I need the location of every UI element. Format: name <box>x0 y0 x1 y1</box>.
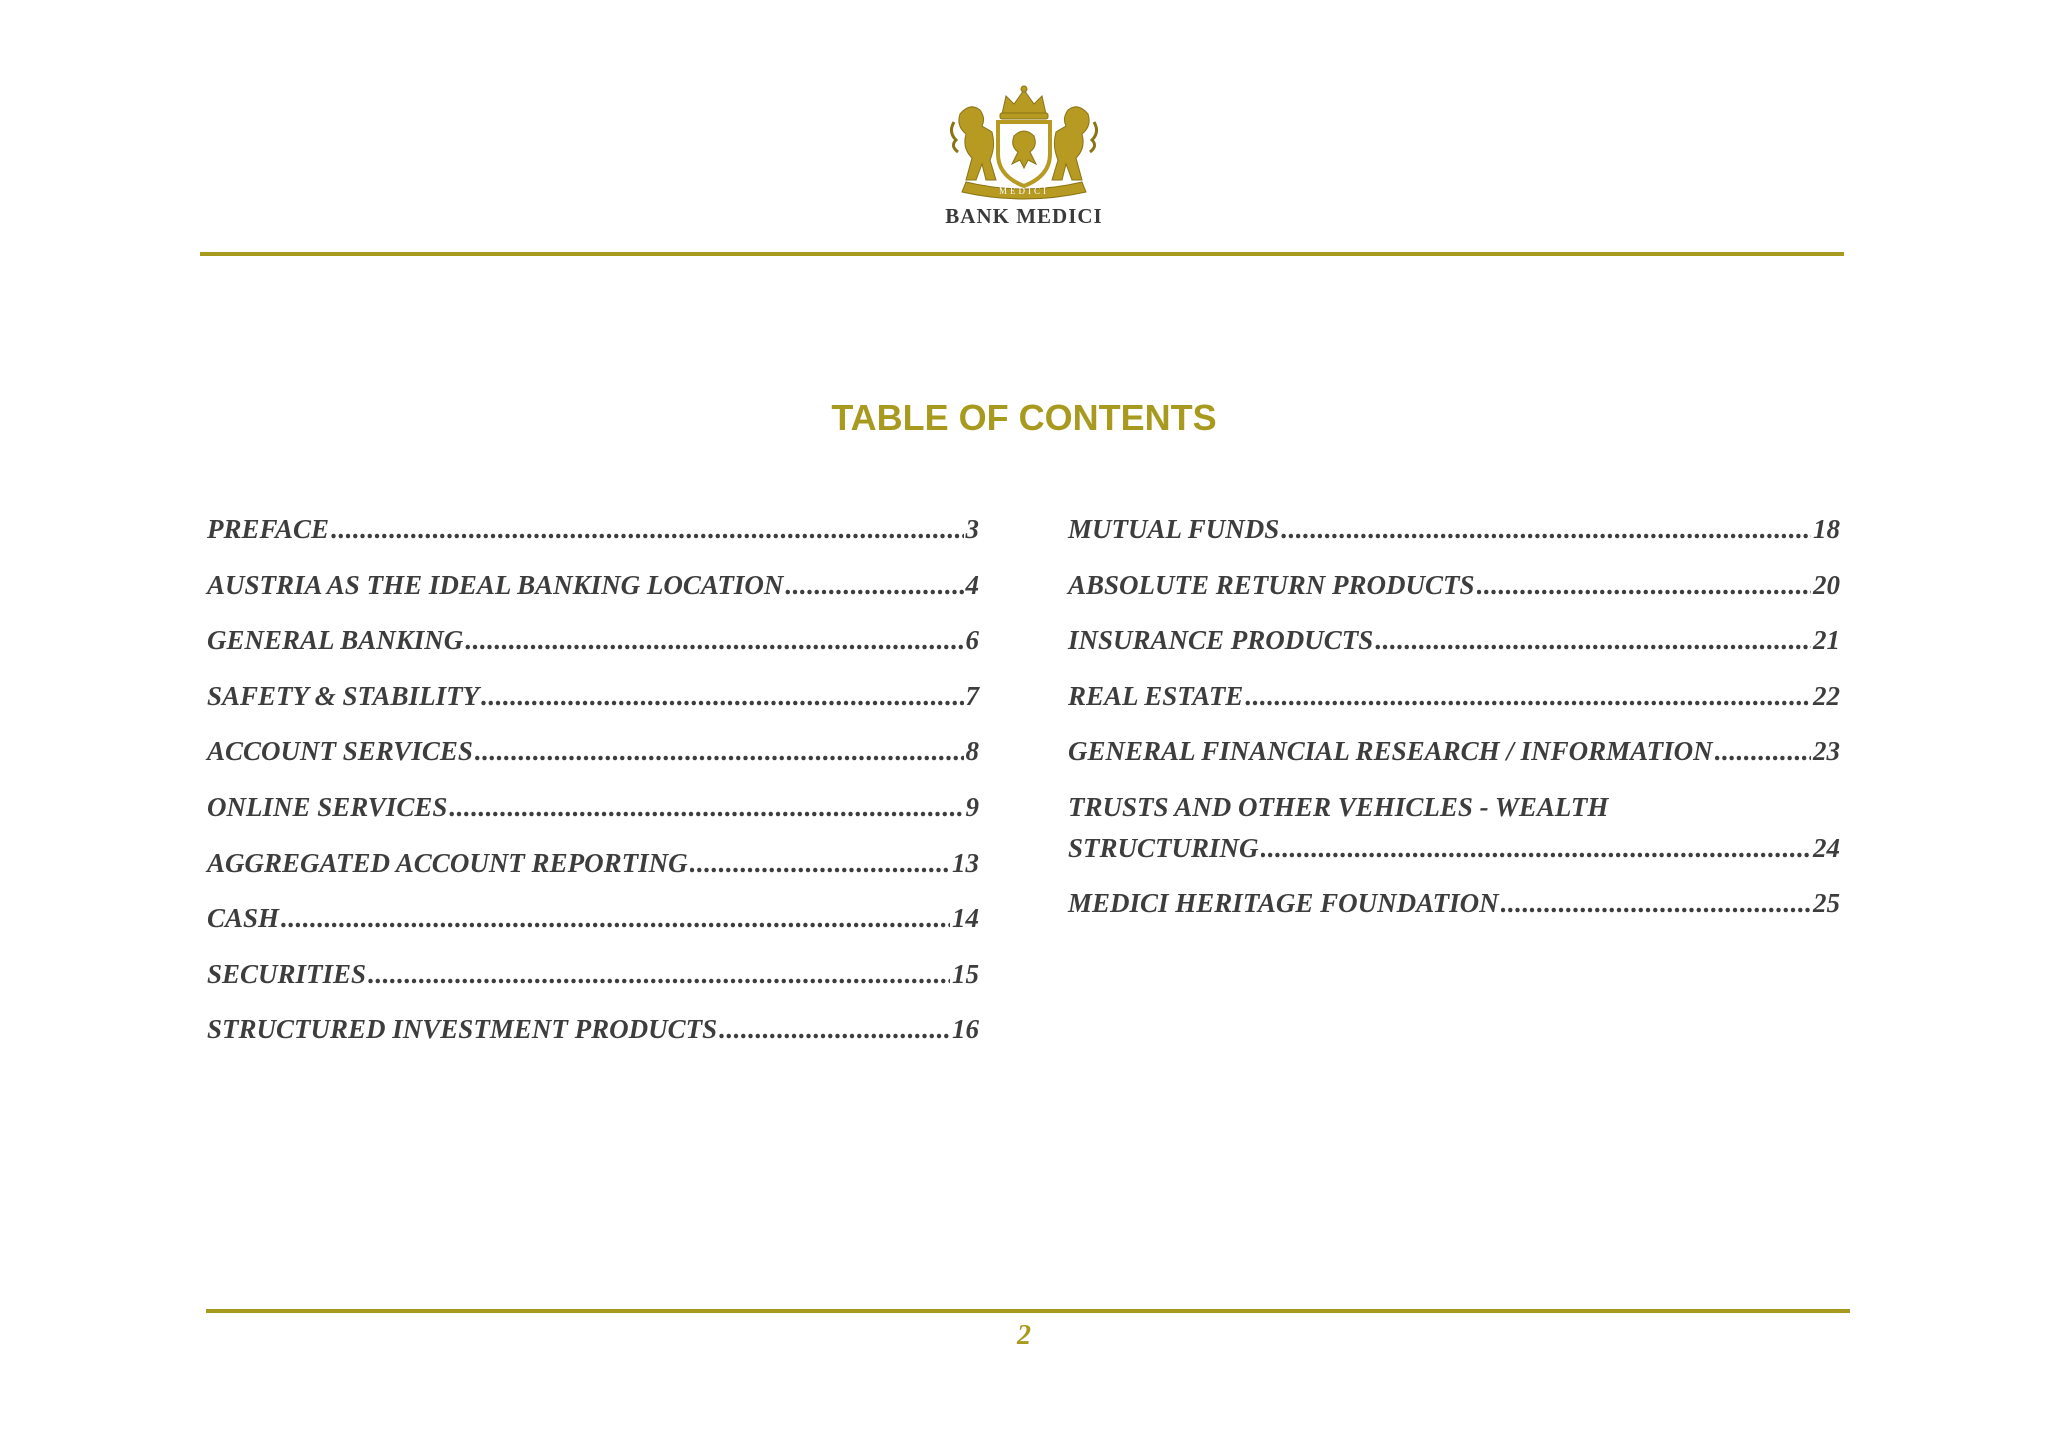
toc-entry-label: GENERAL FINANCIAL RESEARCH / INFORMATION <box>1068 736 1713 767</box>
toc-entry-label: TRUSTS AND OTHER VEHICLES - WEALTH <box>1068 791 1609 822</box>
toc-entry-trusts[interactable] <box>1068 792 1840 888</box>
toc-entry-cash[interactable] <box>207 903 979 959</box>
toc-entry-label: ACCOUNT SERVICES <box>207 736 473 767</box>
page-number: 2 <box>1017 1320 1031 1351</box>
toc-entry-label: STRUCTURED INVESTMENT PRODUCTS <box>207 1014 718 1045</box>
toc-dot-leader <box>368 959 950 990</box>
toc-entry-preface[interactable] <box>207 514 979 570</box>
toc-dot-leader <box>281 903 950 934</box>
toc-entry-page: 21 <box>1813 625 1840 656</box>
toc-entry-online-services[interactable] <box>207 792 979 848</box>
toc-dot-leader <box>1501 888 1811 919</box>
toc-entry-page: 4 <box>965 569 979 600</box>
toc-entry-page: 14 <box>952 903 979 934</box>
toc-entry-page: 23 <box>1813 736 1840 767</box>
toc-entry-label: AUSTRIA AS THE IDEAL BANKING LOCATION <box>207 569 784 600</box>
toc-dot-leader <box>1375 625 1811 656</box>
toc-dot-leader <box>475 736 964 767</box>
toc-entry-real-estate[interactable] <box>1068 681 1840 737</box>
toc-entry-mutual-funds[interactable] <box>1068 514 1840 570</box>
toc-entry-page: 20 <box>1813 569 1840 600</box>
toc-entry-label: INSURANCE PRODUCTS <box>1068 625 1374 656</box>
toc-left-column <box>207 514 979 1070</box>
toc-dot-leader <box>331 514 963 545</box>
toc-dot-leader <box>449 792 963 823</box>
toc-entry-page: 16 <box>952 1014 979 1045</box>
toc-dot-leader <box>690 848 950 879</box>
header-divider <box>200 252 1844 256</box>
toc-entry-page: 8 <box>965 736 979 767</box>
toc-entry-label: MUTUAL FUNDS <box>1068 514 1280 544</box>
toc-entry-page: 13 <box>952 847 979 878</box>
toc-dot-leader <box>481 681 963 712</box>
crest-ribbon-text: MEDICI <box>999 186 1049 196</box>
toc-entry-page: 6 <box>965 625 979 656</box>
toc-dot-leader <box>719 1014 950 1045</box>
toc-entry-label: ONLINE SERVICES <box>207 791 448 822</box>
toc-entry-securities[interactable] <box>207 959 979 1015</box>
toc-entry-page: 15 <box>952 958 979 989</box>
toc-right-column <box>1068 514 1840 944</box>
toc-entry-structured-products[interactable] <box>207 1014 979 1070</box>
toc-dot-leader <box>1281 514 1811 545</box>
toc-entry-page: 18 <box>1813 514 1840 544</box>
toc-entry-page: 24 <box>1813 832 1840 863</box>
toc-dot-leader <box>1715 736 1811 767</box>
toc-entry-label: REAL ESTATE <box>1068 680 1244 711</box>
toc-entry-label: SAFETY & STABILITY <box>207 680 480 711</box>
toc-entry-heritage-foundation[interactable] <box>1068 888 1840 944</box>
toc-entry-label: AGGREGATED ACCOUNT REPORTING <box>207 847 688 878</box>
toc-entry-aggregated-reporting[interactable] <box>207 848 979 904</box>
toc-entry-general-banking[interactable] <box>207 625 979 681</box>
toc-dot-leader <box>785 570 963 601</box>
toc-entry-label-continued: STRUCTURING <box>1068 832 1259 863</box>
toc-entry-label: MEDICI HERITAGE FOUNDATION <box>1068 887 1499 918</box>
toc-entry-label: GENERAL BANKING <box>207 625 464 656</box>
toc-entry-austria[interactable] <box>207 570 979 626</box>
toc-entry-page: 9 <box>965 791 979 822</box>
toc-entry-page: 3 <box>965 514 979 544</box>
brand-name: BANK MEDICI <box>945 204 1103 228</box>
toc-entry-safety-stability[interactable] <box>207 681 979 737</box>
page-title: TABLE OF CONTENTS <box>831 397 1217 438</box>
toc-entry-label: CASH <box>207 903 280 934</box>
toc-entry-page: 22 <box>1813 680 1840 711</box>
toc-entry-financial-research[interactable] <box>1068 736 1840 792</box>
toc-dot-leader <box>1261 833 1811 864</box>
toc-dot-leader <box>1477 570 1811 601</box>
footer-divider <box>206 1309 1850 1313</box>
toc-entry-page: 7 <box>965 680 979 711</box>
toc-dot-leader <box>1245 681 1811 712</box>
toc-entry-label: ABSOLUTE RETURN PRODUCTS <box>1068 569 1475 600</box>
toc-entry-insurance-products[interactable] <box>1068 625 1840 681</box>
toc-entry-account-services[interactable] <box>207 736 979 792</box>
toc-entry-label: SECURITIES <box>207 958 367 989</box>
toc-entry-label: PREFACE <box>207 514 330 544</box>
toc-entry-absolute-return[interactable] <box>1068 570 1840 626</box>
toc-dot-leader <box>465 625 963 656</box>
toc-entry-page: 25 <box>1813 887 1840 918</box>
